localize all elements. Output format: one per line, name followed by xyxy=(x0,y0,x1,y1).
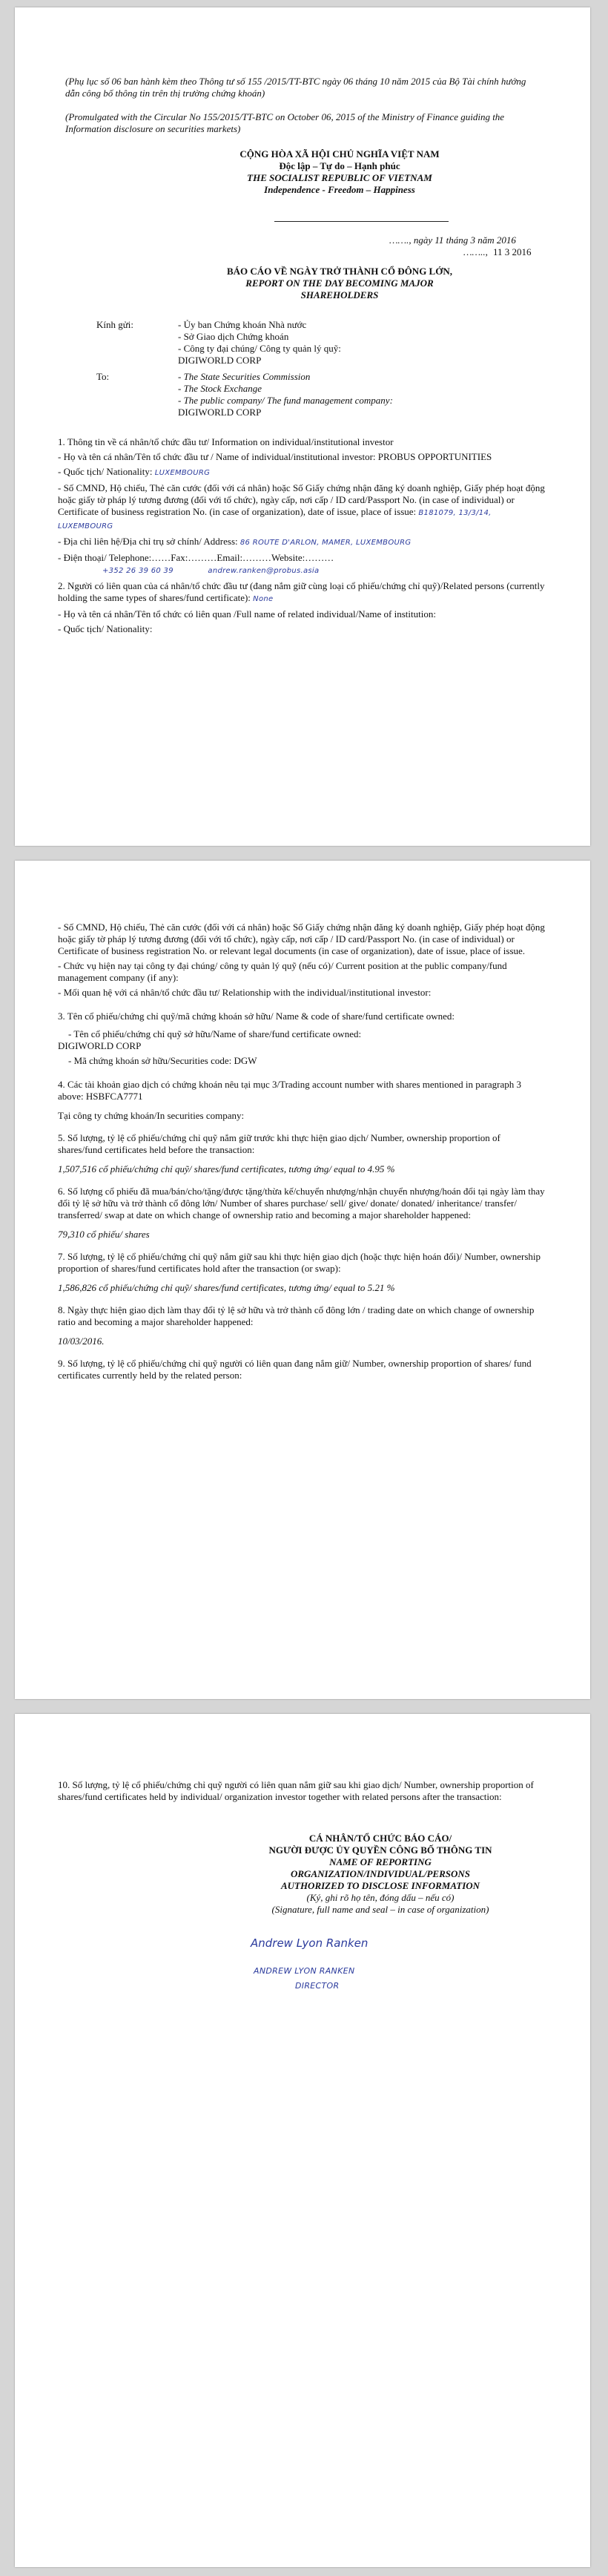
related-person-nationality: - Quốc tịch/ Nationality: xyxy=(58,623,153,634)
signer-name: ANDREW LYON RANKEN xyxy=(254,1966,355,1976)
signature-title-vi-line2: NGƯỜI ĐƯỢC ỦY QUYỀN CÔNG BỐ THÔNG TIN xyxy=(268,1844,492,1856)
investor-contact: - Điện thoại/ Telephone:……Fax:………Email:………Website:……… xyxy=(58,552,334,563)
circular-note-en: (Promulgated with the Circular No 155/2015/TT-BTC on October 06, 2015 of the Ministry of Finance guiding the Information disclosure on securities markets) xyxy=(65,111,505,134)
related-person-relationship: - Mối quan hệ với cá nhân/tổ chức đầu tư/ Relationship with the individual/institutional investor: xyxy=(58,987,432,998)
investor-id xyxy=(58,482,547,533)
securities-code: - Mã chứng khoán sở hữu/Securities code: DGW xyxy=(68,1055,257,1066)
recipient-en-4: DIGIWORLD CORP xyxy=(178,407,262,418)
related-person-name: - Họ và tên cá nhân/Tên tổ chức có liên quan /Full name of related individual/Name of institution: xyxy=(58,608,436,620)
investor-email-handwritten: andrew.ranken@probus.asia xyxy=(208,567,320,575)
report-title-en-line1: REPORT ON THE DAY BECOMING MAJOR xyxy=(245,277,434,289)
section-1 xyxy=(58,436,547,638)
section-2 xyxy=(58,580,547,605)
share-name-label: - Tên cổ phiếu/chứng chỉ quỹ sở hữu/Name of share/fund certificate owned: xyxy=(68,1028,362,1039)
signature-title-en-line1: NAME OF REPORTING xyxy=(329,1856,432,1867)
investor-address-handwritten: 86 ROUTE D'ARLON, MAMER, LUXEMBOURG xyxy=(239,539,412,547)
recipient-en-3: - The public company/ The fund management company: xyxy=(178,395,393,406)
header-divider xyxy=(274,221,449,222)
signature-note-en: (Signature, full name and seal – in case of organization) xyxy=(271,1904,489,1915)
report-date-en-prefix: …….., xyxy=(463,246,488,257)
recipient-en-2: - The Stock Exchange xyxy=(178,383,262,394)
signature-note-vi: (Ký, ghi rõ họ tên, đóng dấu – nếu có) xyxy=(306,1892,455,1903)
section-9-heading: 9. Số lượng, tỷ lệ cổ phiếu/chứng chỉ quỹ người có liên quan đang nắm giữ/ Number, ownership proportion of shares/ fund certificates currently held by the related person: xyxy=(58,1358,532,1381)
section-3-heading: 3. Tên cổ phiếu/chứng chỉ quỹ/mã chứng khoán sở hữu/ Name & code of share/fund certificate owned: xyxy=(58,1011,455,1022)
investor-address-label: - Địa chỉ liên hệ/Địa chỉ trụ sở chính/ Address: xyxy=(58,536,238,547)
motto-vi: Độc lập – Tự do – Hạnh phúc xyxy=(279,160,400,171)
section-5-heading: 5. Số lượng, tỷ lệ cổ phiếu/chứng chỉ quỹ nắm giữ trước khi thực hiện giao dịch/ Number, ownership proportion of shares/fund certificates held before the transaction: xyxy=(58,1132,500,1155)
motto-en: Independence - Freedom – Happiness xyxy=(264,184,415,195)
recipient-vi-1: - Ủy ban Chứng khoán Nhà nước xyxy=(178,319,307,330)
investor-nationality-label: - Quốc tịch/ Nationality: xyxy=(58,466,153,477)
section-4-heading: 4. Các tài khoản giao dịch có chứng khoán nêu tại mục 3/Trading account number with shares mentioned in paragraph 3 above: HSBFCA7771 xyxy=(58,1079,521,1102)
section-8-heading: 8. Ngày thực hiện giao dịch làm thay đổi tỷ lệ sở hữu và trở thành cổ đông lớn / trading date on which change of ownership ratio and becoming a major shareholder happened: xyxy=(58,1304,535,1327)
holding-after-value: 1,586,826 cổ phiếu/chứng chỉ quỹ/ shares/fund certificates, tương ứng/ equal to 5.21 % xyxy=(58,1282,395,1293)
securities-company: Tại công ty chứng khoán/In securities company: xyxy=(58,1110,245,1121)
section-6-heading: 6. Số lượng cổ phiếu đã mua/bán/cho/tặng/được tặng/thừa kế/chuyển nhượng/nhận chuyển nhượng/hoán đổi tại ngày làm thay đổi tỷ lệ sở hữu và trở thành cổ đông lớn/ Number of shares purchase/ sell/ give/ donate/ donated/ inheritance/ transfer/ transferred/ swap at date on which change of ownership ratio and becoming a major shareholder happened: xyxy=(58,1186,545,1220)
investor-address xyxy=(58,536,547,549)
recipients-vi-label: Kính gửi: xyxy=(96,319,134,330)
recipient-vi-4: DIGIWORLD CORP xyxy=(178,355,262,366)
related-person-id: - Số CMND, Hộ chiếu, Thẻ căn cước (đối với cá nhân) hoặc Số Giấy chứng nhận đăng ký doanh nghiệp, Giấy phép hoạt động hoặc giấy tờ pháp lý tương đương (đối với tổ chức), ngày cấp, nơi cấp / ID card/Passport No. (in case of individual) or Certificate of business registration No. or relevant legal documents (in case of organization), date of issue, place of issue. xyxy=(58,921,545,956)
signature-title-en-line2: ORGANIZATION/INDIVIDUAL/PERSONS xyxy=(291,1868,470,1879)
investor-contact-handwritten xyxy=(58,564,547,577)
investor-phone-handwritten: +352 26 39 60 39 xyxy=(102,567,174,575)
recipient-vi-2: - Sở Giao dịch Chứng khoán xyxy=(178,331,289,342)
transaction-date-value: 10/03/2016. xyxy=(58,1335,105,1347)
signature-title-vi-line1: CÁ NHÂN/TỔ CHỨC BÁO CÁO/ xyxy=(308,1833,452,1844)
signature-title-en-line3: AUTHORIZED TO DISCLOSE INFORMATION xyxy=(280,1880,480,1891)
recipient-en-1: - The State Securities Commission xyxy=(178,371,311,382)
investor-id-label: - Số CMND, Hộ chiếu, Thẻ căn cước (đối với cá nhân) hoặc Số Giấy chứng nhận đăng ký doanh nghiệp, Giấy phép hoạt động hoặc giấy tờ pháp lý tương đương (đối với tổ chức), ngày cấp, nơi cấp / ID card/Passport No. (in case of individual) or Certificate of business registration No. (in case of organization), date of issue, place of issue: xyxy=(58,482,545,517)
investor-nationality xyxy=(58,466,547,479)
signer-title: DIRECTOR xyxy=(295,1981,340,1991)
handwritten-signature: Andrew Lyon Ranken xyxy=(251,1936,369,1950)
section-2-heading: 2. Người có liên quan của cá nhân/tổ chức đầu tư (đang nắm giữ cùng loại cổ phiếu/chứng chỉ quỹ)/Related persons (currently holding the same types of shares/fund certificate): xyxy=(58,580,545,603)
related-person-position: - Chức vụ hiện nay tại công ty đại chúng/ công ty quản lý quỹ (nếu có)/ Current position at the public company/fund management company (if any): xyxy=(58,960,507,983)
nation-name-en: THE SOCIALIST REPUBLIC OF VIETNAM xyxy=(247,172,432,183)
report-title-en-line2: SHAREHOLDERS xyxy=(300,289,379,300)
section-1-heading: 1. Thông tin về cá nhân/tổ chức đầu tư/ Information on individual/institutional investor xyxy=(58,436,394,447)
share-name-value: DIGIWORLD CORP xyxy=(58,1040,142,1051)
shares-transacted-value: 79,310 cổ phiếu/ shares xyxy=(58,1229,150,1240)
section-7-heading: 7. Số lượng, tỷ lệ cổ phiếu/chứng chỉ quỹ nắm giữ sau khi thực hiện giao dịch (hoặc thực hiện hoán đổi)/ Number, ownership proportion of shares/fund certificates hold after the transaction (or swap): xyxy=(58,1251,541,1274)
report-title-vi: BÁO CÁO VỀ NGÀY TRỞ THÀNH CỔ ĐÔNG LỚN, xyxy=(227,266,452,277)
document-page-1 xyxy=(15,7,590,846)
report-date-en: 11 3 2016 xyxy=(493,246,532,257)
related-persons-handwritten: None xyxy=(253,595,274,603)
investor-name: - Họ và tên cá nhân/Tên tổ chức đầu tư / Name of individual/institutional investor: PROBUS OPPORTUNITIES xyxy=(58,451,492,462)
document-page-3 xyxy=(15,1714,590,2567)
investor-id-handwritten: B181079, 13/3/14, LUXEMBOURG xyxy=(58,509,492,530)
recipient-vi-3: - Công ty đại chúng/ Công ty quản lý quỹ: xyxy=(178,343,341,354)
recipients-en-label: To: xyxy=(96,371,110,382)
section-10-heading: 10. Số lượng, tỷ lệ cổ phiếu/chứng chỉ quỹ người có liên quan nắm giữ sau khi giao dịch/ Number, ownership proportion of shares/fund certificates held by individual/ organization investor together with related persons after the transaction: xyxy=(58,1779,534,1802)
report-date-vi: ……., ngày 11 tháng 3 năm 2016 xyxy=(389,234,516,246)
nation-name-vi: CỘNG HÒA XÃ HỘI CHỦ NGHĨA VIỆT NAM xyxy=(239,148,440,160)
circular-note-vi: (Phụ lục số 06 ban hành kèm theo Thông tư số 155 /2015/TT-BTC ngày 06 tháng 10 năm 2015 của Bộ Tài chính hướng dẫn công bố thông tin trên thị trường chứng khoán) xyxy=(65,76,526,99)
page-2-content xyxy=(58,921,547,1384)
document-page-2 xyxy=(15,861,590,1699)
holding-before-value: 1,507,516 cổ phiếu/chứng chỉ quỹ/ shares/fund certificates, tương ứng/ equal to 4.95 % xyxy=(58,1163,395,1174)
investor-nationality-handwritten: LUXEMBOURG xyxy=(154,469,211,477)
